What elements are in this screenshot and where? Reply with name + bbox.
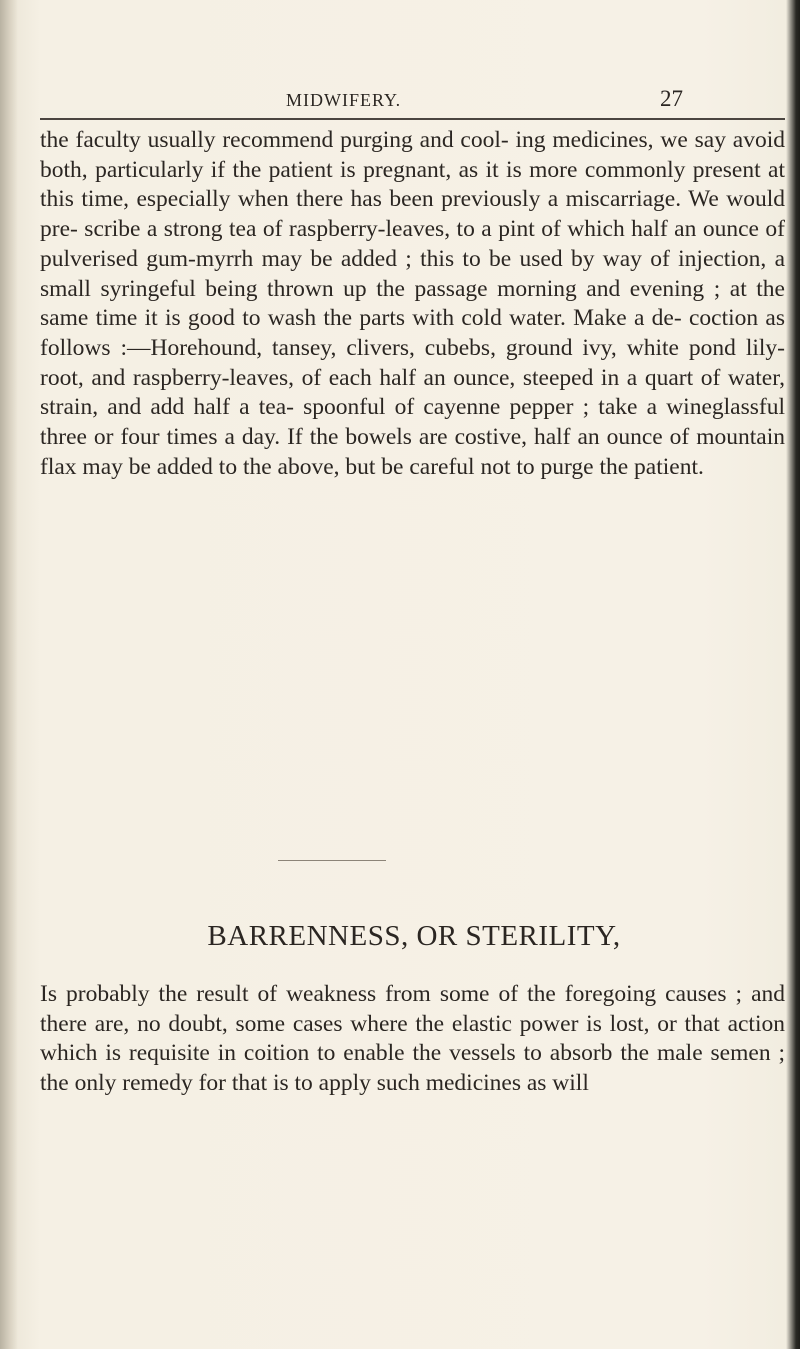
- running-title: MIDWIFERY.: [286, 90, 402, 110]
- page-edge-shadow: [786, 0, 800, 1349]
- page-number: 27: [660, 86, 683, 111]
- header-rule: [40, 118, 785, 120]
- body-paragraph: the faculty usually recommend purging and cool- ing medicines, we say avoid both, particularly if the patient is pregnant, as it is more commonly present at this time, especially when there has been previously a miscarriage. We would pre- scribe a strong tea of raspberry-leaves, to a pint of which half an ounce of pulverised gum-myrrh may be added ; this to be used by way of injection, a small syringeful being thrown up the passage morning and evening ; at the same time it is good to wash the parts with cold water. Make a de- coction as follows :—Horehound, tansey, clivers, cubebs, ground ivy, white pond lily-root, and raspberry-leaves, of each half an ounce, steeped in a quart of water, strain, and add half a tea- spoonful of cayenne pepper ; take a wineglassful three or four times a day. If the bowels are costive, half an ounce of mountain flax may be added to the above, but be careful not to purge the patient.: [40, 127, 785, 480]
- section-heading: BARRENNESS, OR STERILITY,: [207, 920, 621, 952]
- body-text: [40, 126, 785, 482]
- running-head: [40, 86, 788, 116]
- section-divider: [278, 860, 386, 861]
- section-paragraph: Is probably the result of weakness from some of the foregoing causes ; and there are, no doubt, some cases where the elastic power is lost, or that action which is requisite in coition to enable the vessels to absorb the male semen ; the only remedy for that is to apply such medicines as will: [40, 981, 785, 1097]
- page-gutter-shadow: [0, 0, 18, 1349]
- section-text: [40, 980, 785, 1099]
